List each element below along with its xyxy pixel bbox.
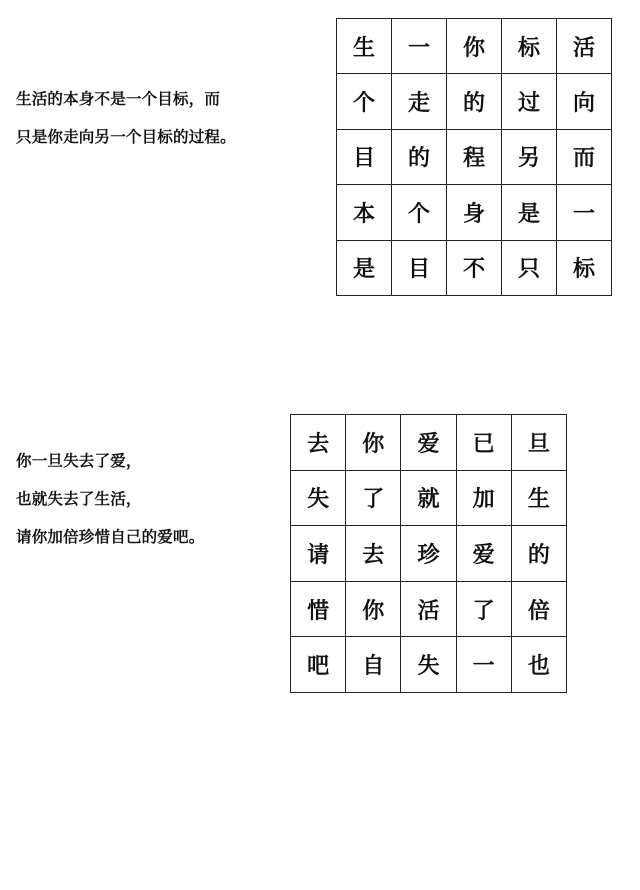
grid-cell: 生: [337, 19, 392, 74]
grid-cell: 是: [502, 185, 557, 240]
caption-line: 你一旦失去了爱，: [16, 452, 142, 470]
grid-cell: 本: [337, 185, 392, 240]
grid-cell: 个: [337, 74, 392, 129]
grid-cell: 目: [337, 130, 392, 185]
grid-cell: 个: [392, 185, 447, 240]
grid-cell: 目: [392, 241, 447, 296]
caption-line: 也就失去了生活，: [16, 490, 142, 508]
grid-cell: 的: [392, 130, 447, 185]
grid-cell: 自: [346, 637, 401, 693]
grid-cell: 失: [401, 637, 456, 693]
grid-cell: 也: [512, 637, 567, 693]
grid-cell: 活: [557, 19, 612, 74]
grid-cell: 身: [447, 185, 502, 240]
grid-cell: 爱: [457, 526, 512, 582]
character-grid-2: [290, 414, 567, 693]
grid-cell: 的: [512, 526, 567, 582]
grid-cell: 了: [457, 582, 512, 638]
grid-cell: 向: [557, 74, 612, 129]
caption-line: 生活的本身不是一个目标，而: [16, 90, 221, 108]
grid-cell: 去: [291, 415, 346, 471]
grid-cell: 已: [457, 415, 512, 471]
grid-cell: 程: [447, 130, 502, 185]
grid-cell: 过: [502, 74, 557, 129]
grid-cell: 只: [502, 241, 557, 296]
grid-cell: 失: [291, 471, 346, 527]
grid-cell: 不: [447, 241, 502, 296]
grid-cell: 去: [346, 526, 401, 582]
caption-puzzle-2: [16, 451, 204, 565]
grid-cell: 了: [346, 471, 401, 527]
grid-cell: 另: [502, 130, 557, 185]
grid-cell: 就: [401, 471, 456, 527]
grid-cell: 标: [557, 241, 612, 296]
grid-cell: 请: [291, 526, 346, 582]
grid-cell: 加: [457, 471, 512, 527]
caption-line: 只是你走向另一个目标的过程。: [16, 128, 236, 146]
grid-cell: 爱: [401, 415, 456, 471]
grid-cell: 倍: [512, 582, 567, 638]
grid-cell: 你: [346, 415, 401, 471]
grid-cell: 是: [337, 241, 392, 296]
grid-cell: 生: [512, 471, 567, 527]
grid-cell: 标: [502, 19, 557, 74]
grid-cell: 惜: [291, 582, 346, 638]
grid-cell: 走: [392, 74, 447, 129]
grid-cell: 一: [392, 19, 447, 74]
grid-cell: 珍: [401, 526, 456, 582]
grid-cell: 旦: [512, 415, 567, 471]
grid-cell: 你: [447, 19, 502, 74]
grid-cell: 你: [346, 582, 401, 638]
grid-cell: 的: [447, 74, 502, 129]
character-grid-1: [336, 18, 612, 296]
caption-line: 请你加倍珍惜自己的爱吧。: [16, 528, 205, 546]
grid-cell: 而: [557, 130, 612, 185]
grid-cell: 一: [557, 185, 612, 240]
grid-cell: 一: [457, 637, 512, 693]
caption-puzzle-1: [16, 89, 236, 165]
grid-cell: 吧: [291, 637, 346, 693]
grid-cell: 活: [401, 582, 456, 638]
